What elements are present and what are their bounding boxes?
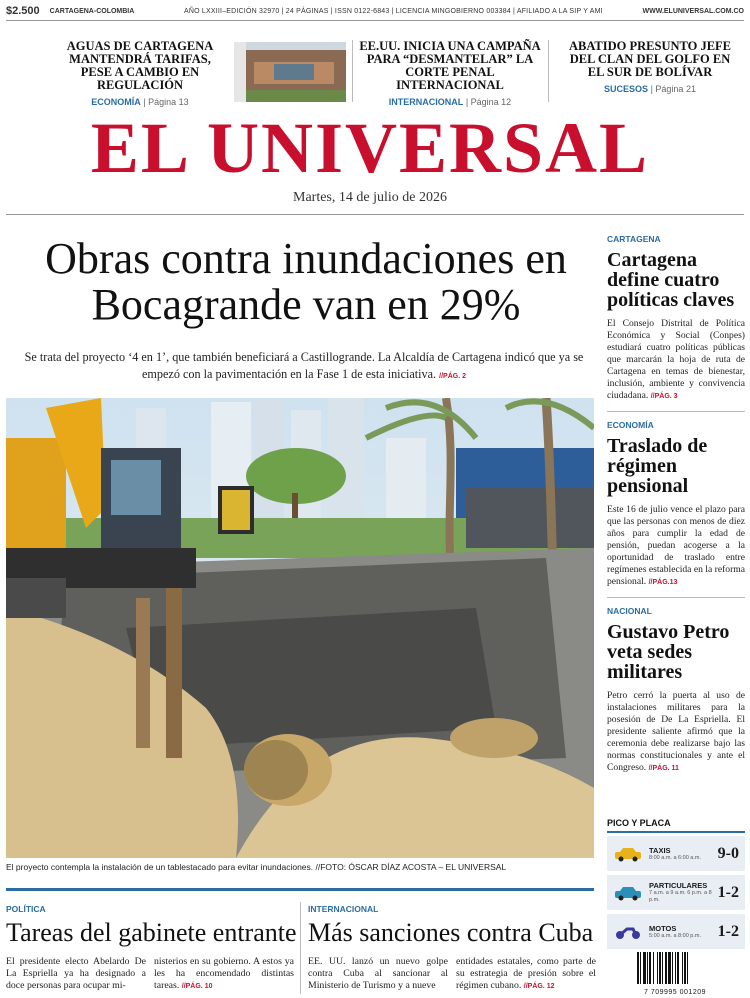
barcode-bar (653, 952, 654, 984)
barcode-bar (682, 952, 683, 984)
story-headline: Gustavo Petro veta sedes militares (607, 621, 730, 683)
publication-date: Martes, 14 de julio de 2026 (293, 190, 447, 205)
teaser-economia[interactable] (60, 40, 220, 109)
teaser-title: AGUAS DE CARTAGENA MANTENDRÁ TARIFAS, PESE A CAMBIO EN REGULACIÓN (66, 39, 214, 92)
barcode-bar (640, 952, 641, 984)
teaser-title: ABATIDO PRESUNTO JEFE DEL CLAN DEL GOLFO EN EL SUR DE BOLÍVAR (568, 39, 732, 79)
section-label-politica: POLÍTICA (6, 904, 46, 914)
barcode-bar (649, 952, 651, 984)
pico-row-particulares: PARTICULARES 7 a.m. a 9 a.m. 6 p.m. a 8 p.m. 1-2 (607, 875, 745, 911)
divider (6, 20, 744, 21)
story-nacional[interactable] (607, 606, 745, 775)
story-body: El Consejo Distrital de Política Económica y Social (Conpes) estudiará cuatro políticas públicas que marcarán la hoja de ruta de Cartagena en temas de bienestar, inclusión, ambiente y convivencia ciudadana. //PÁG. 3 (607, 318, 745, 401)
barcode-bar (637, 952, 639, 984)
story-body: Este 16 de julio vence el plazo para que las personas con menos de diez años para cumplir la edad de pensión, puedan acogerse a la oportunidad de traslado entre regímenes establecida en la reforma pensional. //PÁG.13 (607, 504, 745, 587)
teaser-photo (234, 42, 346, 102)
story-cartagena[interactable] (607, 234, 745, 403)
teaser-internacional[interactable] (356, 40, 544, 109)
pico-row-motos: MOTOS 5:00 a.m. a 8:00 p.m. 1-2 (607, 914, 745, 950)
story-headline: Traslado de régimen pensional (607, 435, 708, 497)
divider (607, 411, 745, 412)
story-economia[interactable] (607, 420, 745, 589)
barcode-bar (659, 952, 661, 984)
top-bar (6, 4, 744, 18)
barcode-bar (662, 952, 663, 984)
barcode (635, 952, 715, 996)
barcode-bar (643, 952, 646, 984)
story-headline-politica[interactable]: Tareas del gabinete entrante (6, 918, 297, 947)
barcode-bar (684, 952, 686, 984)
right-column (607, 234, 745, 775)
divider (548, 40, 549, 102)
divider (607, 597, 745, 598)
barcode-bar (665, 952, 667, 984)
car-icon (613, 885, 643, 901)
story-col: entidades estatales, como parte de su estrategia de presión sobre el régimen cubano. //PÁG. 12 (456, 956, 596, 991)
barcode-bars (635, 952, 715, 984)
pico-title: PICO Y PLACA (607, 818, 745, 833)
barcode-bar (657, 952, 658, 984)
pico-row-taxis: TAXIS 8:00 a.m. a 6:00 a.m. 9-0 (607, 836, 745, 872)
website-link[interactable]: WWW.ELUNIVERSAL.COM.CO (642, 7, 744, 15)
barcode-bar (668, 952, 671, 984)
barcode-bar (687, 952, 688, 984)
pico-digits: 9-0 (717, 844, 739, 862)
section-label-internacional: INTERNACIONAL (308, 904, 379, 914)
divider (6, 214, 744, 215)
section-label: NACIONAL (607, 606, 652, 616)
divider (6, 888, 594, 891)
story-headline: Cartagena define cuatro políticas claves (607, 249, 735, 311)
location: CARTAGENA-COLOMBIA (49, 7, 135, 15)
pico-y-placa-box (607, 818, 745, 950)
price: $2.500 (6, 5, 40, 17)
teaser-section: INTERNACIONAL | Página 12 (388, 97, 512, 107)
teaser-section: ECONOMÍA | Página 13 (91, 97, 189, 107)
section-label: CARTAGENA (607, 234, 661, 244)
story-col: EE. UU. lanzó un nuevo golpe contra Cuba al sancionar al Ministerio de Turismo y a nueve (308, 956, 448, 991)
section-label: ECONOMÍA (607, 420, 654, 430)
main-photo (6, 398, 594, 858)
story-col: El presidente electo Abelardo De La Espriella ya ha designado a doce personas para ocupar mi- (6, 956, 146, 991)
divider (352, 40, 353, 102)
teaser-title: EE.UU. INICIA UNA CAMPAÑA PARA “DESMANTELAR” LA CORTE PENAL INTERNACIONAL (359, 39, 541, 92)
story-col: nisterios en su gobierno. A estos ya les ha encomendado distintas tareas. //PÁG. 10 (154, 956, 294, 991)
pico-digits: 1-2 (717, 883, 739, 901)
barcode-bar (675, 952, 676, 984)
masthead-logo: EL UNIVERSAL (90, 108, 650, 188)
pico-digits: 1-2 (717, 922, 739, 940)
page-ref: //PÁG. 2 (439, 373, 466, 380)
barcode-number: 7 709995 001209 (644, 989, 706, 996)
barcode-bar (677, 952, 679, 984)
main-lede: Se trata del proyecto ‘4 en 1’, que también beneficiará a Castillogrande. La Alcaldía de Cartagena indicó que ya se empezó con la pavimentación en la Fase 1 de esta iniciativa. //PÁG. 2 (24, 350, 584, 381)
edition-info: AÑO LXXIII–EDICIÓN 32970 | 24 PÁGINAS | ISSN 0122-6843 | LICENCIA MINGOBIERNO 003384 | AFILIADO A LA SIP Y AMI (184, 7, 603, 15)
motorcycle-icon (613, 924, 643, 940)
teaser-sucesos[interactable] (560, 40, 740, 96)
story-body: Petro cerró la puerta al uso de instalaciones militares para la posesión de De La Espriella. El presidente saliente afirmó que la ceremonia debe realizarse bajo las normas constitucionales y ante el Congreso. //PÁG. 11 (607, 690, 745, 773)
divider (300, 902, 301, 994)
photo-caption: El proyecto contempla la instalación de un tablestacado para evitar inundaciones. //FOTO: ÓSCAR DÍAZ ACOSTA – EL UNIVERSAL (6, 862, 507, 872)
taxi-icon (613, 846, 643, 862)
barcode-bar (672, 952, 673, 984)
main-headline[interactable]: Obras contra inundaciones en Bocagrande van en 29% (45, 234, 567, 329)
teaser-section: SUCESOS | Página 21 (604, 84, 696, 94)
barcode-bar (647, 952, 648, 984)
story-headline-internacional[interactable]: Más sanciones contra Cuba (308, 918, 594, 947)
